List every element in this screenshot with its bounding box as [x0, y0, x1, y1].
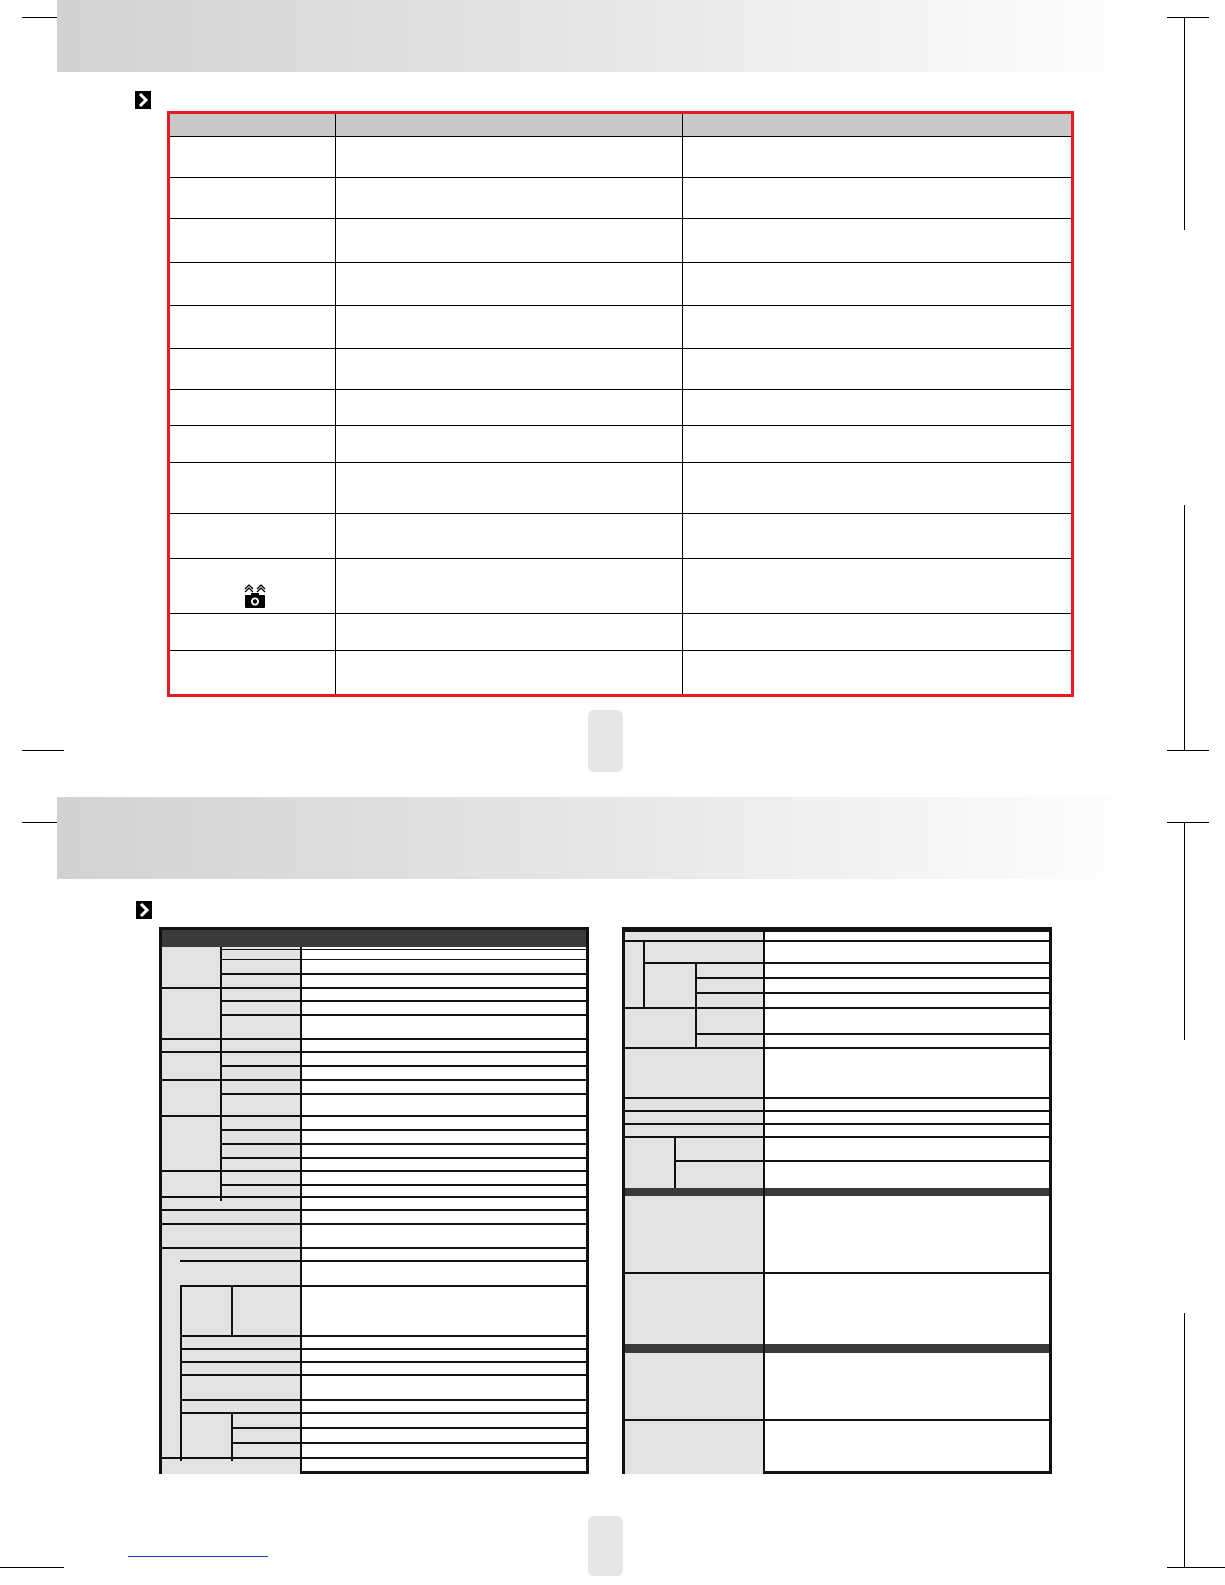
label-column	[162, 947, 220, 1201]
cause-cell	[336, 137, 683, 178]
cause-cell	[336, 219, 683, 263]
table-row	[169, 559, 1073, 614]
page-header-band	[57, 797, 1150, 879]
solution-cell	[683, 306, 1073, 349]
table-row-line	[162, 1209, 586, 1211]
table-row-line	[162, 1051, 586, 1053]
symptom-cell	[169, 390, 336, 426]
page-header-band	[57, 0, 1150, 72]
table-row-line	[674, 1160, 1049, 1162]
solution-cell	[683, 349, 1073, 390]
troubleshooting-table	[167, 111, 1074, 697]
solution-cell	[683, 651, 1073, 696]
solution-cell	[683, 463, 1073, 514]
cause-cell	[336, 306, 683, 349]
underline-link	[128, 1556, 268, 1557]
table-row	[169, 219, 1073, 263]
column-divider	[220, 947, 222, 1201]
cause-cell	[336, 514, 683, 559]
crop-mark	[1184, 505, 1185, 750]
solution-cell	[683, 219, 1073, 263]
cause-cell	[336, 426, 683, 463]
cause-cell	[336, 349, 683, 390]
spec-table-title-bar	[162, 930, 586, 947]
solution-cell	[683, 614, 1073, 651]
symptom-cell	[169, 514, 336, 559]
table-row	[169, 390, 1073, 426]
table-row-line	[162, 1038, 586, 1040]
crop-mark	[1167, 17, 1209, 18]
table-row-line	[162, 1196, 586, 1198]
solution-cell	[683, 137, 1073, 178]
table-header-row	[169, 113, 1073, 137]
symptom-cell	[169, 463, 336, 514]
label-column	[162, 1236, 182, 1461]
symptom-cell	[169, 219, 336, 263]
table-row	[169, 651, 1073, 696]
table-row-line	[180, 1412, 586, 1414]
column-divider	[674, 1138, 676, 1188]
solution-cell	[683, 390, 1073, 426]
cause-cell	[336, 463, 683, 514]
section-bar	[625, 1344, 1049, 1353]
table-row-line	[162, 1115, 586, 1117]
table-row-line	[695, 992, 1049, 994]
symptom-cell	[169, 614, 336, 651]
symptom-cell	[169, 306, 336, 349]
column-divider	[763, 930, 765, 1471]
symptom-cell	[169, 426, 336, 463]
table-row-line	[220, 1157, 586, 1159]
column-divider	[695, 963, 697, 1049]
header-solution	[683, 113, 1073, 137]
table-row-line	[162, 1457, 586, 1459]
cause-cell	[336, 263, 683, 306]
label-column	[162, 1461, 300, 1474]
table-row-line	[231, 1427, 586, 1429]
table-row-line	[180, 1374, 586, 1376]
cause-cell	[336, 178, 683, 219]
column-divider	[231, 1413, 233, 1461]
table-row-line	[180, 1285, 586, 1287]
section-arrow-icon	[135, 91, 151, 109]
table-row-line	[625, 1097, 1049, 1099]
cause-cell	[336, 614, 683, 651]
table-row	[169, 614, 1073, 651]
table-row-line	[625, 1419, 1049, 1421]
crop-mark	[1167, 750, 1209, 751]
cause-cell	[336, 390, 683, 426]
table-row	[169, 306, 1073, 349]
label-column	[625, 1195, 763, 1344]
header-cause	[336, 113, 683, 137]
table-row-line	[220, 1014, 586, 1016]
table-row	[169, 426, 1073, 463]
cause-cell	[336, 651, 683, 696]
table-row-line	[162, 1079, 586, 1081]
table-row-line	[180, 1335, 586, 1337]
table-row-line	[625, 1007, 1049, 1009]
symptom-cell	[169, 349, 336, 390]
solution-cell	[683, 514, 1073, 559]
crop-mark	[1167, 822, 1209, 823]
solution-cell	[683, 559, 1073, 614]
solution-cell	[683, 178, 1073, 219]
table-row-line	[220, 1143, 586, 1145]
table-row	[169, 178, 1073, 219]
table-row-line	[162, 1247, 586, 1249]
table-row-line	[695, 977, 1049, 979]
camera-shake-icon	[242, 583, 268, 609]
table-row-line	[625, 940, 1049, 942]
column-divider	[231, 1286, 233, 1336]
label-column	[162, 1201, 300, 1236]
table-row-line	[220, 1093, 586, 1095]
solution-cell	[683, 263, 1073, 306]
table-row-line	[220, 1065, 586, 1067]
table-row-line	[180, 1348, 586, 1350]
table-row-line	[625, 1110, 1049, 1112]
table-row-line	[220, 959, 586, 960]
table-row-line	[220, 973, 586, 975]
specification-table-left	[159, 927, 589, 1474]
symptom-cell	[169, 178, 336, 219]
crop-mark	[22, 750, 64, 751]
crop-mark	[1184, 822, 1185, 1040]
table-row	[169, 349, 1073, 390]
section-bar	[625, 1188, 1049, 1196]
solution-cell	[683, 426, 1073, 463]
crop-mark	[1167, 1567, 1225, 1568]
specification-table-right	[622, 927, 1052, 1474]
label-column	[625, 1352, 763, 1474]
page-number-tab	[588, 710, 623, 772]
table-row-line	[220, 1000, 586, 1002]
table-row-line	[220, 947, 586, 950]
table-row-line	[643, 962, 1049, 964]
section-arrow-icon	[136, 901, 152, 919]
symptom-cell	[169, 651, 336, 696]
table-row-line	[162, 987, 586, 989]
table-row-line	[625, 1136, 1049, 1138]
table-row-line	[625, 1047, 1049, 1049]
table-row-line	[180, 1260, 586, 1262]
table-row-line	[180, 1361, 586, 1363]
table-row	[169, 137, 1073, 178]
table-row	[169, 263, 1073, 306]
table-row-line	[180, 1399, 586, 1401]
table-row-line	[625, 1123, 1049, 1125]
symptom-cell	[169, 263, 336, 306]
crop-mark	[0, 1567, 64, 1568]
crop-mark	[1184, 1313, 1185, 1568]
table-row-line	[220, 1184, 586, 1186]
label-column	[220, 947, 300, 1201]
table-row-line	[220, 1129, 586, 1131]
symptom-cell	[169, 137, 336, 178]
table-row-line	[625, 1272, 1049, 1274]
label-column	[625, 930, 763, 1188]
crop-mark	[1184, 17, 1185, 230]
page-number-tab	[588, 1516, 623, 1576]
header-symptom	[169, 113, 336, 137]
table-row-line	[695, 1033, 1049, 1035]
symptom-cell	[169, 559, 336, 614]
table-row-line	[231, 1442, 586, 1444]
column-divider	[643, 942, 645, 1009]
table-row-line	[162, 1170, 586, 1172]
table-row-line	[162, 1223, 586, 1225]
table-row-line	[625, 930, 1049, 932]
table-row	[169, 463, 1073, 514]
cause-cell	[336, 559, 683, 614]
table-row	[169, 514, 1073, 559]
